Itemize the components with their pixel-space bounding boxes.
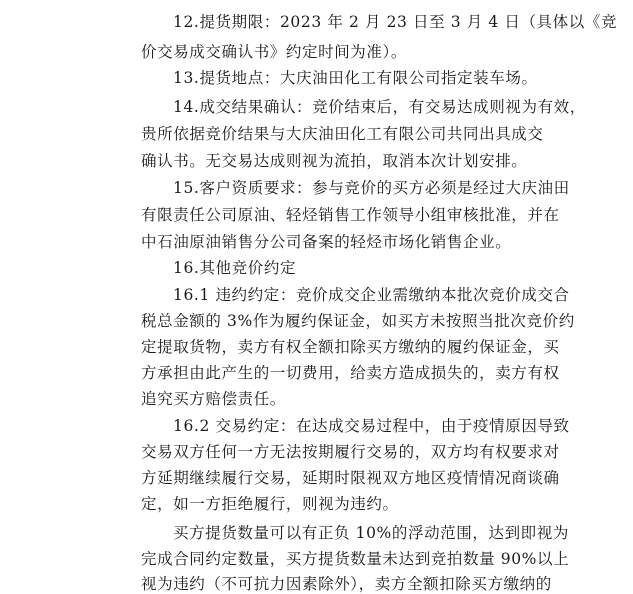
clause-16-heading: 16.其他竞价约定 — [173, 259, 297, 277]
clause-16-1-line-4: 方承担由此产生的一切费用，给卖方造成损失的，卖方有权 — [141, 364, 560, 382]
clause-16-1-line-1: 16.1 违约约定：竞价成交企业需缴纳本批次竞价成交合 — [173, 286, 570, 304]
clause-14-line-1: 14.成交结果确认：竞价结束后，有交易达成则视为有效， — [173, 98, 586, 116]
clause-16-1-line-5: 追究买方赔偿责任。 — [141, 390, 286, 408]
clause-16-2-line-3: 方延期继续履行交易，延期时限视双方地区疫情情况商谈确 — [141, 469, 560, 487]
clause-15-line-3: 中石油原油销售分公司备案的轻烃市场化销售企业。 — [141, 233, 512, 251]
clause-12-line-1: 12.提货期限：2023 年 2 月 23 日至 3 月 4 日（具体以《竞 — [173, 13, 618, 31]
clause-13-line-1: 13.提货地点：大庆油田化工有限公司指定装车场。 — [173, 69, 538, 87]
clause-12-line-2: 价交易成交确认书》约定时间为准）。 — [141, 43, 407, 61]
quantity-clause-line-3: 视为违约（不可抗力因素除外），卖方全额扣除买方缴纳的 — [141, 575, 552, 593]
quantity-clause-line-1: 买方提货数量可以有正负 10%的浮动范围，达到即视为 — [173, 524, 569, 542]
clause-16-2-line-1: 16.2 交易约定：在达成交易过程中，由于疫情原因导致 — [173, 417, 570, 435]
clause-15-line-1: 15.客户资质要求：参与竞价的买方必须是经过大庆油田 — [173, 179, 570, 197]
clause-15-line-2: 有限责任公司原油、轻烃销售工作领导小组审核批准，并在 — [141, 206, 560, 224]
quantity-clause-line-2: 完成合同约定数量，买方提货数量未达到竞拍数量 90%以上 — [141, 550, 570, 568]
clause-16-2-line-2: 交易双方任何一方无法按期履行交易的，双方均有权要求对 — [141, 443, 560, 461]
clause-16-1-line-2: 税总金额的 3%作为履约保证金，如买方未按照当批次竞价约 — [141, 312, 575, 330]
clause-14-line-2: 贵所依据竞价结果与大庆油田化工有限公司共同出具成交 — [141, 125, 544, 143]
clause-16-1-line-3: 定提取货物，卖方有权全额扣除买方缴纳的履约保证金，买 — [141, 338, 560, 356]
clause-16-2-line-4: 定，如一方拒绝履行，则视为违约。 — [141, 495, 399, 513]
clause-14-line-3: 确认书。无交易达成则视为流拍，取消本次计划安排。 — [141, 152, 528, 170]
